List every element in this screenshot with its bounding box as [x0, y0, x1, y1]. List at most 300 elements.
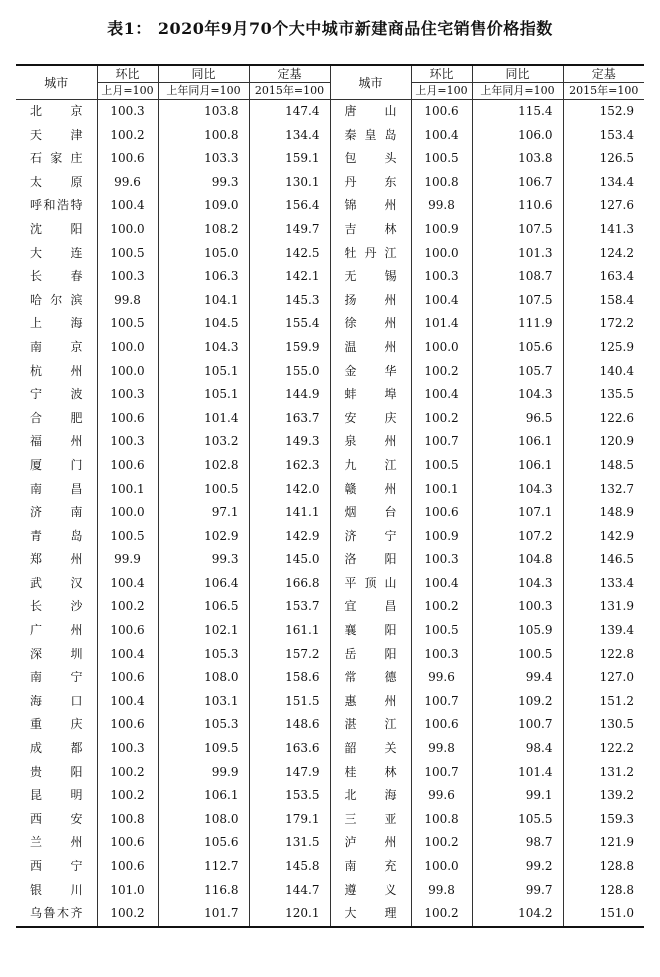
mom-cell-left: 100.4 [97, 572, 158, 596]
table-row [16, 855, 644, 879]
mom-cell-left: 100.5 [97, 242, 158, 266]
city-cell-left: 南宁 [30, 670, 83, 685]
yoy-cell-left: 105.0 [158, 242, 249, 266]
base-cell-left: 141.1 [249, 501, 330, 525]
mom-cell-left: 100.6 [97, 855, 158, 879]
base-cell-right: 139.2 [563, 784, 644, 808]
mom-cell-left: 100.5 [97, 312, 158, 336]
yoy-cell-right: 107.5 [472, 289, 563, 313]
mom-cell-left: 100.2 [97, 761, 158, 785]
yoy-cell-right: 104.8 [472, 548, 563, 572]
city-cell-left: 北京 [30, 104, 83, 118]
yoy-cell-right: 101.4 [472, 761, 563, 785]
table-row [16, 383, 644, 407]
city-cell-right: 金华 [330, 360, 411, 384]
yoy-cell-right: 107.5 [472, 218, 563, 242]
mom-cell-right: 100.2 [411, 360, 472, 384]
yoy-cell-left: 116.8 [158, 879, 249, 903]
table-row [16, 124, 644, 148]
city-cell-right: 九江 [330, 454, 411, 478]
base-cell-left: 156.4 [249, 194, 330, 218]
price-index-table [16, 64, 644, 928]
mom-cell-right: 100.7 [411, 430, 472, 454]
mom-cell-right: 100.5 [411, 619, 472, 643]
header-yoy-left: 同比 [158, 65, 249, 83]
base-cell-left: 147.4 [249, 100, 330, 124]
mom-cell-left: 100.0 [97, 336, 158, 360]
table-row [16, 572, 644, 596]
yoy-cell-right: 110.6 [472, 194, 563, 218]
yoy-cell-right: 111.9 [472, 312, 563, 336]
city-cell-left: 成都 [30, 741, 83, 756]
base-cell-left: 162.3 [249, 454, 330, 478]
table-row [16, 360, 644, 384]
city-cell-right: 桂林 [330, 761, 411, 785]
mom-cell-right: 100.4 [411, 383, 472, 407]
city-cell-left: 太原 [30, 174, 83, 189]
city-cell-right: 唐山 [330, 100, 411, 124]
base-cell-right: 151.0 [563, 902, 644, 927]
mom-cell-left: 100.4 [97, 690, 158, 714]
city-cell-left: 武汉 [30, 575, 83, 590]
yoy-cell-left: 112.7 [158, 855, 249, 879]
base-cell-left: 163.6 [249, 737, 330, 761]
table-row [16, 784, 644, 808]
city-cell-left: 西宁 [30, 859, 83, 873]
mom-cell-right: 100.6 [411, 100, 472, 124]
mom-cell-right: 99.8 [411, 194, 472, 218]
yoy-cell-left: 105.1 [158, 360, 249, 384]
table-row [16, 690, 644, 714]
base-cell-right: 131.9 [563, 595, 644, 619]
base-cell-left: 155.0 [249, 360, 330, 384]
base-cell-left: 159.9 [249, 336, 330, 360]
mom-cell-right: 99.6 [411, 666, 472, 690]
mom-cell-right: 99.6 [411, 784, 472, 808]
table-row [16, 737, 644, 761]
yoy-cell-right: 105.7 [472, 360, 563, 384]
mom-cell-right: 100.4 [411, 289, 472, 313]
base-cell-left: 166.8 [249, 572, 330, 596]
base-cell-right: 141.3 [563, 218, 644, 242]
table-row [16, 808, 644, 832]
mom-cell-right: 99.8 [411, 737, 472, 761]
yoy-cell-right: 106.1 [472, 430, 563, 454]
table-row [16, 666, 644, 690]
base-cell-left: 155.4 [249, 312, 330, 336]
table-row [16, 242, 644, 266]
city-cell-left: 济南 [30, 505, 83, 520]
city-cell-left: 郑州 [30, 552, 83, 567]
table-row [16, 478, 644, 502]
table-row [16, 336, 644, 360]
yoy-cell-right: 115.4 [472, 100, 563, 124]
city-cell-right: 扬州 [330, 289, 411, 313]
table-row [16, 312, 644, 336]
city-cell-left: 天津 [30, 127, 83, 142]
yoy-cell-right: 104.3 [472, 383, 563, 407]
city-cell-right: 锦州 [330, 194, 411, 218]
base-cell-right: 124.2 [563, 242, 644, 266]
yoy-cell-left: 97.1 [158, 501, 249, 525]
mom-cell-left: 100.6 [97, 831, 158, 855]
city-cell-right: 蚌埠 [330, 383, 411, 407]
city-cell-left: 南昌 [30, 481, 83, 496]
base-cell-left: 149.7 [249, 218, 330, 242]
city-cell-left: 福州 [30, 434, 83, 449]
city-cell-right: 常德 [330, 666, 411, 690]
mom-cell-right: 100.6 [411, 713, 472, 737]
yoy-cell-left: 100.8 [158, 124, 249, 148]
yoy-cell-left: 100.5 [158, 478, 249, 502]
base-cell-left: 144.9 [249, 383, 330, 407]
yoy-cell-right: 100.3 [472, 595, 563, 619]
yoy-cell-left: 103.2 [158, 430, 249, 454]
yoy-cell-right: 106.0 [472, 124, 563, 148]
base-cell-right: 132.7 [563, 478, 644, 502]
mom-cell-left: 100.6 [97, 147, 158, 171]
city-cell-left: 海口 [30, 693, 83, 708]
mom-cell-right: 100.4 [411, 124, 472, 148]
mom-cell-left: 100.3 [97, 100, 158, 124]
mom-cell-right: 100.9 [411, 525, 472, 549]
table-row [16, 643, 644, 667]
city-cell-right: 徐州 [330, 312, 411, 336]
mom-cell-left: 100.1 [97, 478, 158, 502]
base-cell-left: 149.3 [249, 430, 330, 454]
yoy-cell-right: 99.2 [472, 855, 563, 879]
table-body [16, 100, 644, 927]
city-cell-right: 秦皇岛 [330, 124, 411, 148]
yoy-cell-right: 109.2 [472, 690, 563, 714]
mom-cell-right: 100.7 [411, 690, 472, 714]
base-cell-right: 172.2 [563, 312, 644, 336]
table-row [16, 619, 644, 643]
mom-cell-right: 100.3 [411, 643, 472, 667]
base-cell-right: 125.9 [563, 336, 644, 360]
base-cell-right: 159.3 [563, 808, 644, 832]
base-cell-right: 131.2 [563, 761, 644, 785]
yoy-cell-left: 103.8 [158, 100, 249, 124]
mom-cell-left: 99.6 [97, 171, 158, 195]
mom-cell-left: 100.6 [97, 713, 158, 737]
city-cell-left: 南京 [30, 339, 83, 354]
mom-cell-right: 100.2 [411, 595, 472, 619]
header-mom-left: 环比 [97, 65, 158, 83]
base-cell-right: 152.9 [563, 100, 644, 124]
table-title: 表1： 2020年9月70个大中城市新建商品住宅销售价格指数 [107, 19, 553, 38]
mom-cell-right: 100.3 [411, 265, 472, 289]
mom-cell-left: 101.0 [97, 879, 158, 903]
yoy-cell-right: 98.4 [472, 737, 563, 761]
table-row [16, 501, 644, 525]
header-yoy-sub-left: 上年同月=100 [158, 83, 249, 100]
yoy-cell-left: 102.1 [158, 619, 249, 643]
yoy-cell-left: 108.0 [158, 666, 249, 690]
header-yoy-sub-right: 上年同月=100 [472, 83, 563, 100]
header-mom-sub-right: 上月=100 [411, 83, 472, 100]
yoy-cell-right: 103.8 [472, 147, 563, 171]
base-cell-left: 147.9 [249, 761, 330, 785]
base-cell-left: 131.5 [249, 831, 330, 855]
city-cell-left: 上海 [30, 316, 83, 331]
city-cell-left: 大连 [30, 245, 83, 260]
mom-cell-right: 100.2 [411, 902, 472, 927]
yoy-cell-right: 106.7 [472, 171, 563, 195]
base-cell-right: 153.4 [563, 124, 644, 148]
base-cell-right: 163.4 [563, 265, 644, 289]
base-cell-left: 134.4 [249, 124, 330, 148]
mom-cell-right: 100.8 [411, 808, 472, 832]
mom-cell-left: 100.4 [97, 194, 158, 218]
mom-cell-right: 100.2 [411, 831, 472, 855]
city-cell-left: 重庆 [30, 717, 83, 732]
mom-cell-right: 100.0 [411, 242, 472, 266]
base-cell-left: 145.8 [249, 855, 330, 879]
city-cell-right: 泸州 [330, 831, 411, 855]
mom-cell-left: 99.9 [97, 548, 158, 572]
city-cell-right: 包头 [330, 147, 411, 171]
city-cell-left: 青岛 [30, 528, 83, 543]
table-row [16, 713, 644, 737]
base-cell-right: 121.9 [563, 831, 644, 855]
mom-cell-right: 100.6 [411, 501, 472, 525]
yoy-cell-right: 100.5 [472, 643, 563, 667]
mom-cell-right: 100.9 [411, 218, 472, 242]
yoy-cell-right: 105.5 [472, 808, 563, 832]
city-cell-right: 温州 [330, 336, 411, 360]
city-cell-right: 赣州 [330, 478, 411, 502]
city-cell-right: 北海 [330, 784, 411, 808]
yoy-cell-right: 104.3 [472, 572, 563, 596]
yoy-cell-left: 102.9 [158, 525, 249, 549]
base-cell-right: 127.0 [563, 666, 644, 690]
header-mom-right: 环比 [411, 65, 472, 83]
mom-cell-left: 100.2 [97, 784, 158, 808]
yoy-cell-left: 103.3 [158, 147, 249, 171]
base-cell-left: 145.3 [249, 289, 330, 313]
mom-cell-left: 100.6 [97, 454, 158, 478]
base-cell-left: 142.5 [249, 242, 330, 266]
header-city-left: 城市 [16, 65, 97, 100]
yoy-cell-right: 107.1 [472, 501, 563, 525]
yoy-cell-left: 103.1 [158, 690, 249, 714]
city-cell-right: 韶关 [330, 737, 411, 761]
table-row [16, 194, 644, 218]
city-cell-left: 西安 [30, 811, 83, 826]
city-cell-left: 长沙 [30, 599, 83, 614]
mom-cell-right: 100.1 [411, 478, 472, 502]
city-cell-right: 牡丹江 [330, 242, 411, 266]
base-cell-right: 146.5 [563, 548, 644, 572]
header-row-top [16, 65, 644, 83]
mom-cell-left: 100.4 [97, 643, 158, 667]
yoy-cell-left: 102.8 [158, 454, 249, 478]
mom-cell-right: 100.7 [411, 761, 472, 785]
yoy-cell-left: 104.3 [158, 336, 249, 360]
base-cell-left: 120.1 [249, 902, 330, 927]
base-cell-right: 133.4 [563, 572, 644, 596]
yoy-cell-left: 101.4 [158, 407, 249, 431]
base-cell-right: 148.5 [563, 454, 644, 478]
city-cell-right: 安庆 [330, 407, 411, 431]
table-row [16, 218, 644, 242]
mom-cell-right: 100.5 [411, 147, 472, 171]
table-row [16, 761, 644, 785]
city-cell-right: 惠州 [330, 690, 411, 714]
base-cell-right: 128.8 [563, 855, 644, 879]
table-row [16, 548, 644, 572]
city-cell-left: 昆明 [30, 788, 83, 803]
mom-cell-left: 100.3 [97, 737, 158, 761]
yoy-cell-right: 99.1 [472, 784, 563, 808]
yoy-cell-left: 99.3 [158, 171, 249, 195]
mom-cell-left: 100.6 [97, 407, 158, 431]
yoy-cell-right: 105.9 [472, 619, 563, 643]
base-cell-right: 158.4 [563, 289, 644, 313]
base-cell-right: 122.6 [563, 407, 644, 431]
mom-cell-right: 100.0 [411, 336, 472, 360]
yoy-cell-left: 104.5 [158, 312, 249, 336]
mom-cell-left: 100.2 [97, 124, 158, 148]
base-cell-left: 163.7 [249, 407, 330, 431]
city-cell-right: 大理 [330, 902, 411, 927]
base-cell-left: 145.0 [249, 548, 330, 572]
mom-cell-right: 100.5 [411, 454, 472, 478]
base-cell-right: 135.5 [563, 383, 644, 407]
city-cell-left: 贵阳 [30, 764, 83, 779]
city-cell-right: 吉林 [330, 218, 411, 242]
mom-cell-right: 100.2 [411, 407, 472, 431]
city-cell-left: 银川 [30, 882, 83, 897]
base-cell-left: 144.7 [249, 879, 330, 903]
city-cell-left: 长春 [30, 269, 83, 284]
city-cell-right: 宜昌 [330, 595, 411, 619]
mom-cell-right: 100.8 [411, 171, 472, 195]
table-row [16, 289, 644, 313]
yoy-cell-left: 109.0 [158, 194, 249, 218]
yoy-cell-right: 108.7 [472, 265, 563, 289]
city-cell-right: 平顶山 [330, 572, 411, 596]
base-cell-right: 126.5 [563, 147, 644, 171]
city-cell-right: 丹东 [330, 171, 411, 195]
city-cell-right: 无锡 [330, 265, 411, 289]
table-row [16, 879, 644, 903]
city-cell-right: 襄阳 [330, 619, 411, 643]
yoy-cell-right: 99.7 [472, 879, 563, 903]
city-cell-left: 宁波 [30, 387, 83, 402]
base-cell-left: 159.1 [249, 147, 330, 171]
yoy-cell-right: 100.7 [472, 713, 563, 737]
city-cell-right: 遵义 [330, 879, 411, 903]
city-cell-right: 三亚 [330, 808, 411, 832]
yoy-cell-left: 101.7 [158, 902, 249, 927]
yoy-cell-left: 108.2 [158, 218, 249, 242]
base-cell-left: 142.1 [249, 265, 330, 289]
table-row [16, 147, 644, 171]
city-cell-right: 岳阳 [330, 643, 411, 667]
table-row [16, 902, 644, 927]
city-cell-right: 湛江 [330, 713, 411, 737]
city-cell-right: 烟台 [330, 501, 411, 525]
yoy-cell-left: 106.5 [158, 595, 249, 619]
header-base-sub-left: 2015年=100 [249, 83, 330, 100]
yoy-cell-left: 106.4 [158, 572, 249, 596]
mom-cell-left: 100.3 [97, 265, 158, 289]
city-cell-left: 广州 [30, 623, 83, 638]
header-base-right: 定基 [563, 65, 644, 83]
table-row [16, 525, 644, 549]
city-cell-right: 济宁 [330, 525, 411, 549]
base-cell-right: 120.9 [563, 430, 644, 454]
mom-cell-right: 100.4 [411, 572, 472, 596]
base-cell-right: 122.2 [563, 737, 644, 761]
city-cell-left: 杭州 [30, 363, 83, 378]
base-cell-left: 157.2 [249, 643, 330, 667]
base-cell-left: 158.6 [249, 666, 330, 690]
mom-cell-left: 100.8 [97, 808, 158, 832]
city-cell-left: 深圳 [30, 646, 83, 661]
base-cell-right: 142.9 [563, 525, 644, 549]
base-cell-right: 148.9 [563, 501, 644, 525]
table-row [16, 407, 644, 431]
mom-cell-left: 100.3 [97, 383, 158, 407]
yoy-cell-left: 104.1 [158, 289, 249, 313]
mom-cell-left: 100.2 [97, 595, 158, 619]
base-cell-right: 151.2 [563, 690, 644, 714]
base-cell-left: 153.5 [249, 784, 330, 808]
yoy-cell-left: 106.3 [158, 265, 249, 289]
yoy-cell-right: 99.4 [472, 666, 563, 690]
yoy-cell-left: 99.3 [158, 548, 249, 572]
yoy-cell-right: 105.6 [472, 336, 563, 360]
yoy-cell-left: 108.0 [158, 808, 249, 832]
base-cell-left: 153.7 [249, 595, 330, 619]
yoy-cell-left: 105.3 [158, 713, 249, 737]
table-row [16, 265, 644, 289]
table-row [16, 171, 644, 195]
mom-cell-right: 99.8 [411, 879, 472, 903]
city-cell-right: 泉州 [330, 430, 411, 454]
base-cell-right: 127.6 [563, 194, 644, 218]
base-cell-left: 161.1 [249, 619, 330, 643]
base-cell-left: 151.5 [249, 690, 330, 714]
yoy-cell-right: 107.2 [472, 525, 563, 549]
mom-cell-left: 100.0 [97, 218, 158, 242]
yoy-cell-left: 105.1 [158, 383, 249, 407]
mom-cell-left: 100.6 [97, 666, 158, 690]
table-row [16, 595, 644, 619]
header-base-left: 定基 [249, 65, 330, 83]
yoy-cell-right: 104.2 [472, 902, 563, 927]
yoy-cell-right: 98.7 [472, 831, 563, 855]
base-cell-right: 128.8 [563, 879, 644, 903]
table-row [16, 430, 644, 454]
mom-cell-left: 100.6 [97, 619, 158, 643]
yoy-cell-right: 104.3 [472, 478, 563, 502]
yoy-cell-left: 99.9 [158, 761, 249, 785]
mom-cell-left: 100.5 [97, 525, 158, 549]
yoy-cell-right: 106.1 [472, 454, 563, 478]
mom-cell-right: 101.4 [411, 312, 472, 336]
city-cell-left: 石家庄 [30, 151, 83, 166]
base-cell-left: 142.9 [249, 525, 330, 549]
base-cell-left: 179.1 [249, 808, 330, 832]
city-cell-left: 沈阳 [30, 221, 83, 236]
city-cell-left: 哈尔滨 [30, 292, 83, 307]
table-row [16, 454, 644, 478]
mom-cell-right: 100.0 [411, 855, 472, 879]
